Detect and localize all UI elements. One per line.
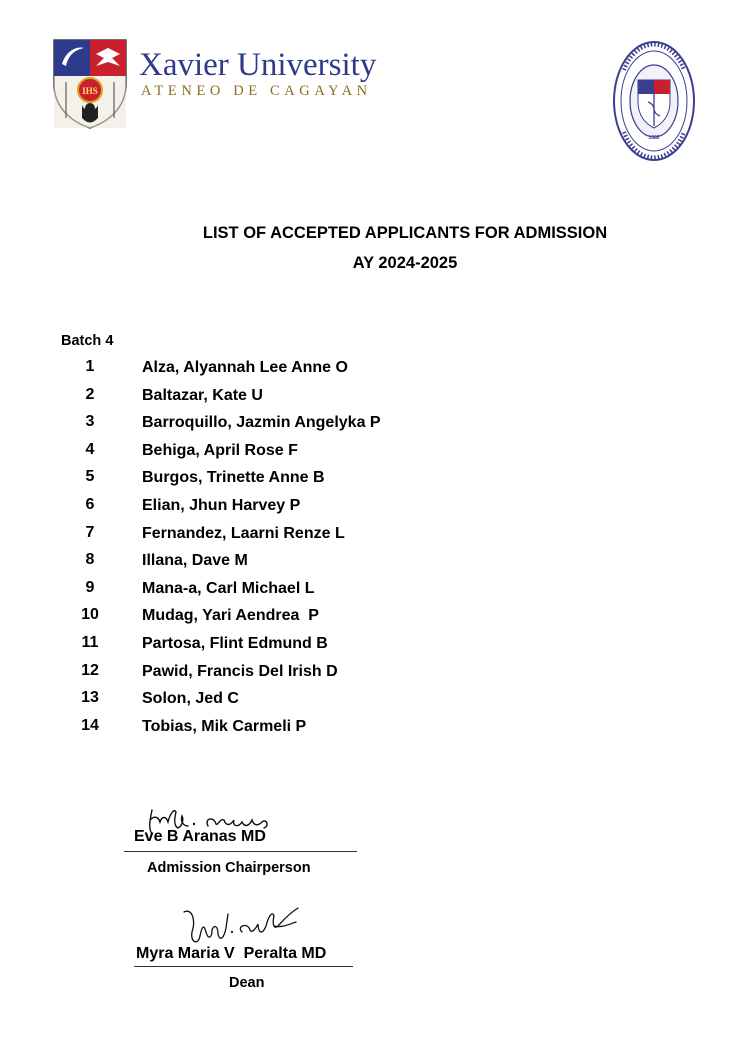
applicant-number: 7 xyxy=(85,523,95,541)
signature-block-chairperson xyxy=(122,800,362,885)
svg-text:IHS: IHS xyxy=(82,86,98,96)
document-title: LIST OF ACCEPTED APPLICANTS FOR ADMISSION xyxy=(202,224,608,242)
university-logo xyxy=(52,38,397,132)
list-item xyxy=(0,579,750,607)
signature-line xyxy=(134,966,353,967)
applicant-name: Tobias, Mik Carmeli P xyxy=(142,717,307,735)
applicant-number: 3 xyxy=(85,413,95,431)
signatory-role-dean: Dean xyxy=(229,975,265,991)
applicant-name: Elian, Jhun Harvey P xyxy=(142,496,301,514)
signatory-name-dean: Myra Maria V Peralta MD xyxy=(136,945,327,962)
applicant-name: Behiga, April Rose F xyxy=(142,441,298,459)
list-item xyxy=(0,441,750,469)
applicant-name: Illana, Dave M xyxy=(142,552,248,570)
batch-label: Batch 4 xyxy=(61,333,114,349)
list-item xyxy=(0,634,750,662)
signatory-role-chairperson: Admission Chairperson xyxy=(147,860,311,876)
signatory-name-chairperson: Eve B Aranas MD xyxy=(134,828,266,845)
applicant-number: 14 xyxy=(81,716,99,734)
applicant-number: 11 xyxy=(81,633,99,651)
list-item xyxy=(0,358,750,386)
applicant-number: 6 xyxy=(85,495,95,513)
medical-school-seal-icon xyxy=(612,40,696,162)
university-crest-icon xyxy=(52,38,128,130)
applicant-name: Mudag, Yari Aendrea P xyxy=(142,607,319,625)
applicant-name: Alza, Alyannah Lee Anne O xyxy=(142,359,348,376)
list-item xyxy=(0,413,750,441)
applicant-name: Partosa, Flint Edmund B xyxy=(142,634,328,652)
university-name: Xavier University xyxy=(139,47,377,83)
applicant-number: 1 xyxy=(85,358,95,375)
list-item xyxy=(0,468,750,496)
applicant-name: Baltazar, Kate U xyxy=(142,386,263,404)
list-item xyxy=(0,717,750,745)
applicant-number: 4 xyxy=(85,440,95,458)
list-item xyxy=(0,689,750,717)
applicant-name: Barroquillo, Jazmin Angelyka P xyxy=(142,414,381,432)
academic-year: AY 2024-2025 xyxy=(352,254,458,272)
list-item xyxy=(0,386,750,414)
applicant-number: 13 xyxy=(81,689,99,707)
applicant-name: Burgos, Trinette Anne B xyxy=(142,469,325,487)
list-item xyxy=(0,524,750,552)
signature-block-dean xyxy=(130,900,370,995)
applicant-number: 10 xyxy=(81,606,99,624)
list-item xyxy=(0,662,750,690)
university-subtitle: ATENEO DE CAGAYAN xyxy=(141,83,372,99)
handwritten-signature-dean xyxy=(178,902,308,950)
list-item xyxy=(0,496,750,524)
applicant-number: 12 xyxy=(81,661,99,679)
applicant-number: 2 xyxy=(85,385,95,403)
applicant-name: Mana-a, Carl Michael L xyxy=(142,579,315,597)
applicant-name: Fernandez, Laarni Renze L xyxy=(142,524,345,542)
applicant-number: 5 xyxy=(85,468,95,486)
applicant-number: 9 xyxy=(85,578,95,596)
applicant-name: Solon, Jed C xyxy=(142,690,239,708)
applicant-list xyxy=(0,358,750,744)
applicant-number: 8 xyxy=(85,551,95,569)
list-item xyxy=(0,551,750,579)
list-item xyxy=(0,606,750,634)
applicant-name: Pawid, Francis Del Irish D xyxy=(142,662,338,680)
seal-year: 1982 xyxy=(648,135,660,141)
signature-line xyxy=(124,851,357,852)
